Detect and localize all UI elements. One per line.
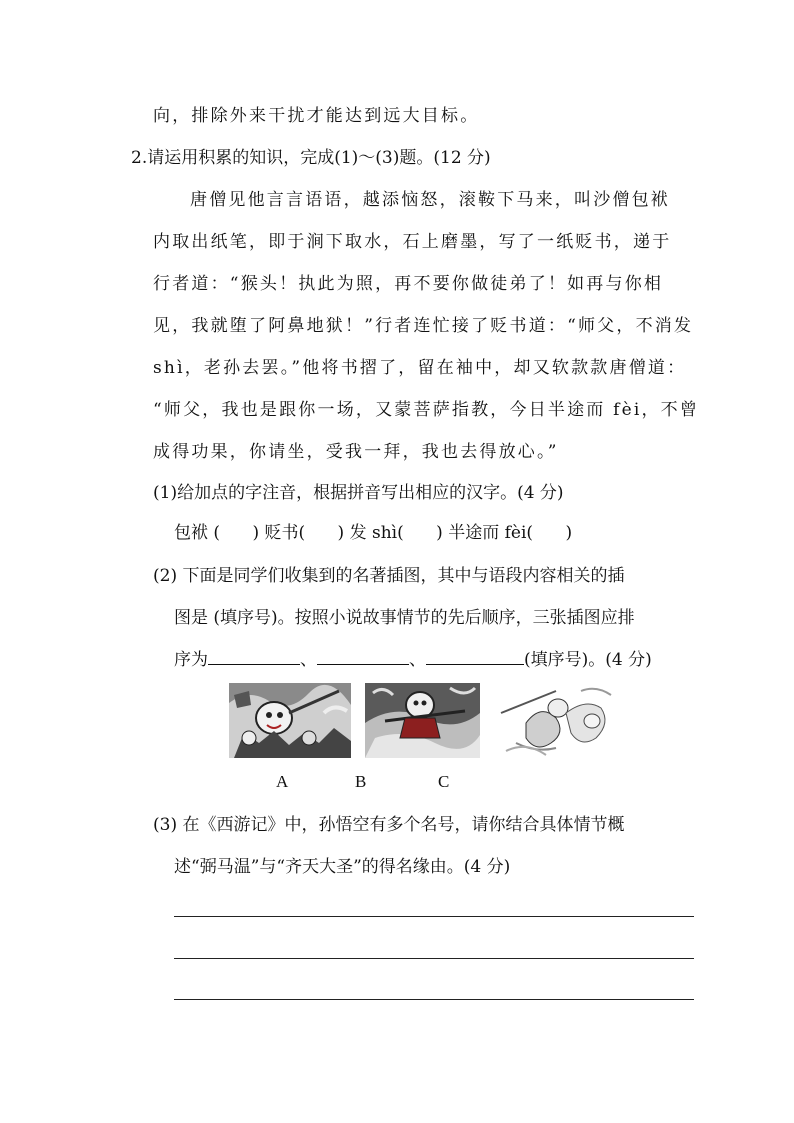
sub1-items: 包袱 ( ) 贬书( ) 发 shì( ) 半途而 fèi( ) bbox=[174, 523, 573, 543]
sub3-line1: (3) 在《西游记》中，孙悟空有多个名号，请你结合具体情节概 bbox=[153, 815, 625, 835]
illustration-label-c: C bbox=[438, 772, 450, 791]
answer-line[interactable] bbox=[174, 916, 694, 917]
illustration-label-b: B bbox=[355, 772, 367, 791]
sub2-line3 bbox=[174, 648, 652, 672]
continuation-text: 向，排除外来干扰才能达到远大目标。 bbox=[153, 106, 480, 126]
illustration-label-a: A bbox=[276, 772, 289, 791]
separator: 、 bbox=[300, 650, 317, 670]
illustration-a bbox=[229, 683, 351, 758]
passage-line: shì，老孙去罢。”他将书摺了，留在袖中，却又软款款唐僧道： bbox=[153, 358, 687, 378]
answer-blank[interactable] bbox=[426, 648, 524, 665]
sub2-line1: (2) 下面是同学们收集到的名著插图，其中与语段内容相关的插 bbox=[153, 566, 625, 586]
answer-line[interactable] bbox=[174, 999, 694, 1000]
answer-line[interactable] bbox=[174, 958, 694, 959]
passage-line: 唐僧见他言言语语，越添恼怒，滚鞍下马来，叫沙僧包袱 bbox=[190, 190, 670, 210]
answer-blank[interactable] bbox=[317, 648, 409, 665]
sub1-prompt: (1)给加点的字注音，根据拼音写出相应的汉字。(4 分) bbox=[153, 483, 564, 503]
passage-line: 内取出纸笔，即于涧下取水，石上磨墨，写了一纸贬书，递于 bbox=[153, 232, 672, 252]
separator: 、 bbox=[409, 650, 426, 670]
illustration-b bbox=[365, 683, 480, 758]
sub2-suffix: (填序号)。(4 分) bbox=[524, 650, 652, 670]
question-title: 2.请运用积累的知识，完成(1)～(3)题。(12 分) bbox=[131, 148, 491, 168]
sub2-prefix: 序为 bbox=[174, 650, 208, 670]
passage-line: 见，我就堕了阿鼻地狱！”行者连忙接了贬书道：“师父，不消发 bbox=[153, 316, 694, 336]
sub3-line2: 述“弼马温”与“齐天大圣”的得名缘由。(4 分) bbox=[174, 857, 511, 877]
sub2-line2: 图是 (填序号)。按照小说故事情节的先后顺序，三张插图应排 bbox=[174, 608, 635, 628]
answer-blank[interactable] bbox=[208, 648, 300, 665]
passage-line: 行者道：“猴头！执此为照，再不要你做徒弟了！如再与你相 bbox=[153, 274, 664, 294]
illustration-c bbox=[496, 683, 618, 758]
passage-line: 成得功果，你请坐，受我一拜，我也去得放心。” bbox=[153, 442, 559, 462]
passage-line: “师父，我也是跟你一场，又蒙菩萨指教，今日半途而 fèi，不曾 bbox=[153, 400, 700, 420]
